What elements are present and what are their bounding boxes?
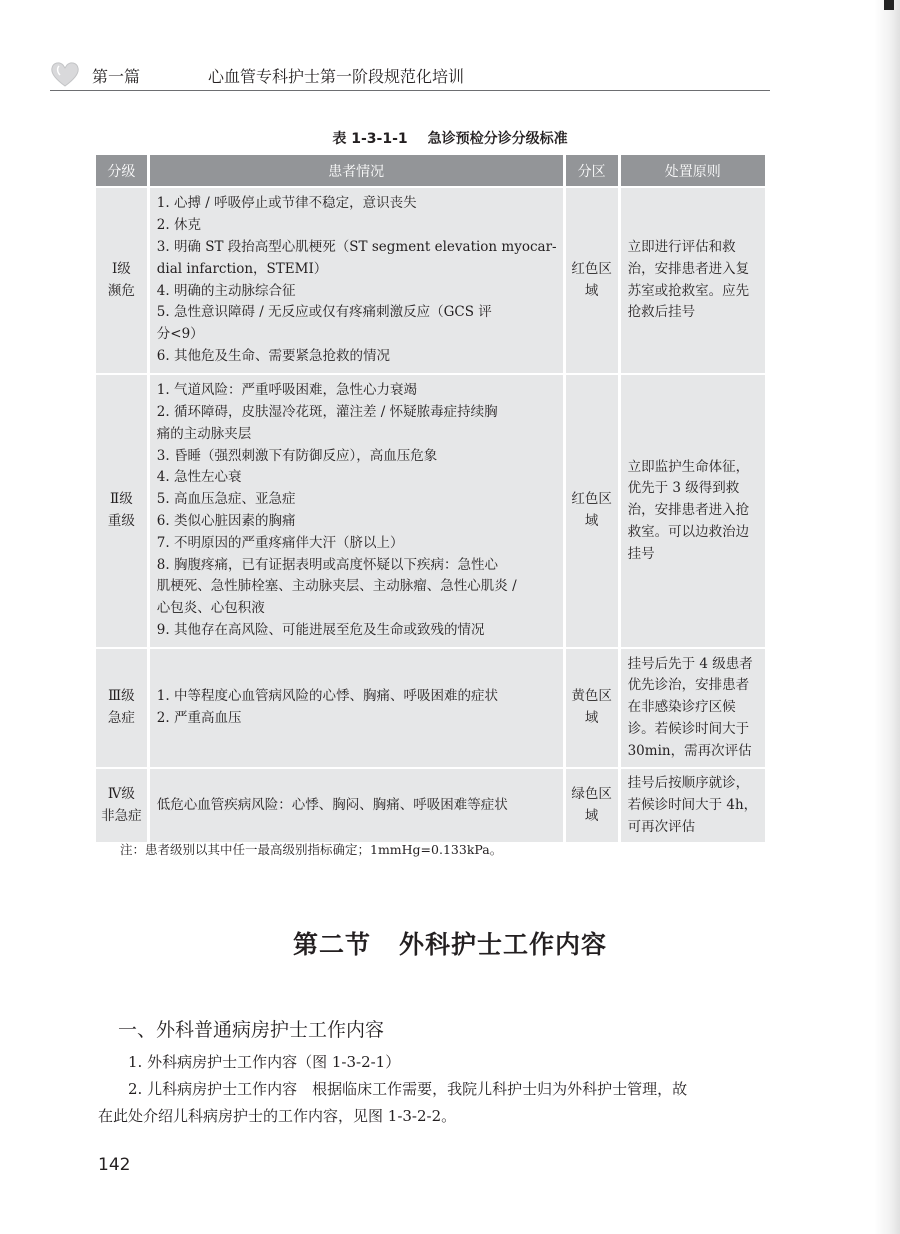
- cell-principle: [621, 188, 765, 373]
- condition-line: 2. 休克: [156, 217, 201, 234]
- principle-line: 30min，需再次评估: [627, 742, 752, 759]
- condition-line: 1. 中等程度心血管病风险的心悸、胸痛、呼吸困难的症状: [156, 688, 498, 705]
- cell-level: [96, 375, 147, 647]
- cell-principle: [621, 375, 765, 647]
- condition-line: 6. 类似心脏因素的胸痛: [156, 513, 296, 529]
- principle-line: 优先于 3 级得到救: [627, 480, 740, 497]
- principle-line: 抢救后挂号: [627, 304, 696, 321]
- table-caption: [0, 128, 900, 148]
- header-cell-condition: 患者情况: [150, 155, 563, 186]
- level-line: 急症: [107, 710, 135, 726]
- cell-condition: [150, 649, 563, 767]
- condition-line: 3. 昏睡（强烈刺激下有防御反应），高血压危象: [156, 447, 438, 464]
- header-cell-principle: 处置原则: [621, 155, 765, 186]
- level-line: Ⅰ级: [111, 260, 131, 277]
- level-line: Ⅱ级: [110, 491, 133, 508]
- level-line: Ⅳ级: [107, 785, 135, 802]
- cell-condition: [150, 375, 563, 647]
- level-line: Ⅲ级: [108, 688, 135, 705]
- table-row: [96, 649, 765, 767]
- cell-condition: [150, 769, 563, 842]
- principle-line: 优先诊治，安排患者: [627, 677, 750, 694]
- table-row: [96, 375, 765, 647]
- table-caption-number: 表 1-3-1-1: [332, 131, 408, 147]
- condition-line: 痛的主动脉夹层: [156, 425, 252, 442]
- page-number: 142: [98, 1155, 131, 1175]
- condition-line: 6. 其他危及生命、需要紧急抢救的情况: [156, 347, 390, 364]
- cell-zone: 绿色区域: [566, 769, 618, 842]
- cell-zone: 红色区域: [566, 188, 618, 373]
- principle-line: 立即进行评估和救: [627, 238, 736, 255]
- condition-line: 2. 循环障碍，皮肤湿冷花斑，灌注差 / 怀疑脓毒症持续胸: [156, 404, 498, 421]
- principle-line: 在非感染诊疗区候: [627, 699, 736, 716]
- condition-line: 肌梗死、急性肺栓塞、主动脉夹层、主动脉瘤、急性心肌炎 /: [156, 578, 517, 595]
- triage-table: [93, 153, 768, 844]
- principle-line: 治，安排患者进入复: [627, 260, 750, 277]
- section-number: 第二节: [292, 930, 371, 959]
- level-line: 濒危: [107, 282, 135, 299]
- table-row: [96, 769, 765, 842]
- condition-line: 4. 明确的主动脉综合征: [156, 282, 296, 299]
- table-note: 注：患者级别以其中任一最高级别指标确定；1mmHg=0.133kPa。: [120, 842, 503, 857]
- cell-level: [96, 769, 147, 842]
- paragraph-line: 在此处介绍儿科病房护士的工作内容，见图 1-3-2-2。: [98, 1107, 457, 1125]
- principle-line: 可再次评估: [627, 818, 696, 835]
- section-name: 外科护士工作内容: [399, 930, 608, 959]
- cell-level: [96, 188, 147, 373]
- page-edge-shadow: [874, 0, 900, 1234]
- principle-line: 苏室或抢救室。应先: [627, 282, 750, 299]
- table-caption-title: 急诊预检分诊分级标准: [427, 131, 568, 147]
- condition-line: 5. 高血压急症、亚急症: [156, 491, 296, 508]
- corner-mark: [884, 0, 894, 10]
- level-line: 重级: [107, 513, 135, 529]
- condition-line: 2. 严重高血压: [156, 710, 242, 726]
- principle-line: 挂号后按顺序就诊，: [627, 775, 750, 791]
- cell-principle: [621, 649, 765, 767]
- condition-line: 低危心血管疾病风险：心悸、胸闷、胸痛、呼吸困难等症状: [156, 796, 508, 813]
- condition-line: 3. 明确 ST 段抬高型心肌梗死（ST segment elevation myocar-: [156, 238, 557, 255]
- condition-line: 心包炎、心包积液: [156, 600, 265, 617]
- principle-line: 治，安排患者进入抢: [627, 502, 750, 519]
- condition-line: 分<9）: [156, 326, 204, 343]
- running-header: [50, 60, 770, 91]
- condition-line: 7. 不明原因的严重疼痛伴大汗（脐以上）: [156, 534, 404, 551]
- section-title: [0, 925, 900, 961]
- cell-zone: 红色区域: [566, 375, 618, 647]
- cell-condition: [150, 188, 563, 373]
- header-part: 第一篇: [92, 67, 141, 86]
- table-header-row: [96, 155, 765, 186]
- principle-line: 救室。可以边救治边: [627, 523, 750, 540]
- principle-line: 挂号: [627, 545, 655, 562]
- condition-line: 1. 气道风险：严重呼吸困难，急性心力衰竭: [156, 382, 417, 399]
- condition-line: 9. 其他存在高风险、可能进展至危及生命或致残的情况: [156, 621, 485, 638]
- condition-line: 1. 心搏 / 呼吸停止或节律不稳定，意识丧失: [156, 195, 417, 212]
- principle-line: 挂号后先于 4 级患者: [627, 655, 753, 672]
- paragraph-line: 2. 儿科病房护士工作内容 根据临床工作需要，我院儿科护士归为外科护士管理，故: [128, 1080, 688, 1098]
- condition-line: 8. 胸腹疼痛，已有证据表明或高度怀疑以下疾病：急性心: [156, 556, 498, 573]
- condition-line: 4. 急性左心衰: [156, 469, 242, 486]
- cell-principle: [621, 769, 765, 842]
- heart-icon: [50, 60, 80, 88]
- header-cell-zone: 分区: [566, 155, 618, 186]
- header-cell-level: 分级: [96, 155, 147, 186]
- subheading: 一、外科普通病房护士工作内容: [118, 1019, 385, 1041]
- condition-line: 5. 急性意识障碍 / 无反应或仅有疼痛刺激反应（GCS 评: [156, 304, 492, 321]
- principle-line: 立即监护生命体征，: [627, 458, 750, 475]
- paragraph-line: 1. 外科病房护士工作内容（图 1-3-2-1）: [128, 1053, 401, 1071]
- cell-zone: 黄色区域: [566, 649, 618, 767]
- header-title: 心血管专科护士第一阶段规范化培训: [208, 67, 465, 86]
- cell-level: [96, 649, 147, 767]
- principle-line: 若候诊时间大于 4h，: [627, 796, 758, 813]
- table-row: [96, 188, 765, 373]
- level-line: 非急症: [101, 807, 142, 824]
- condition-line: dial infarction，STEMI）: [156, 260, 328, 277]
- principle-line: 诊。若候诊时间大于: [627, 720, 750, 737]
